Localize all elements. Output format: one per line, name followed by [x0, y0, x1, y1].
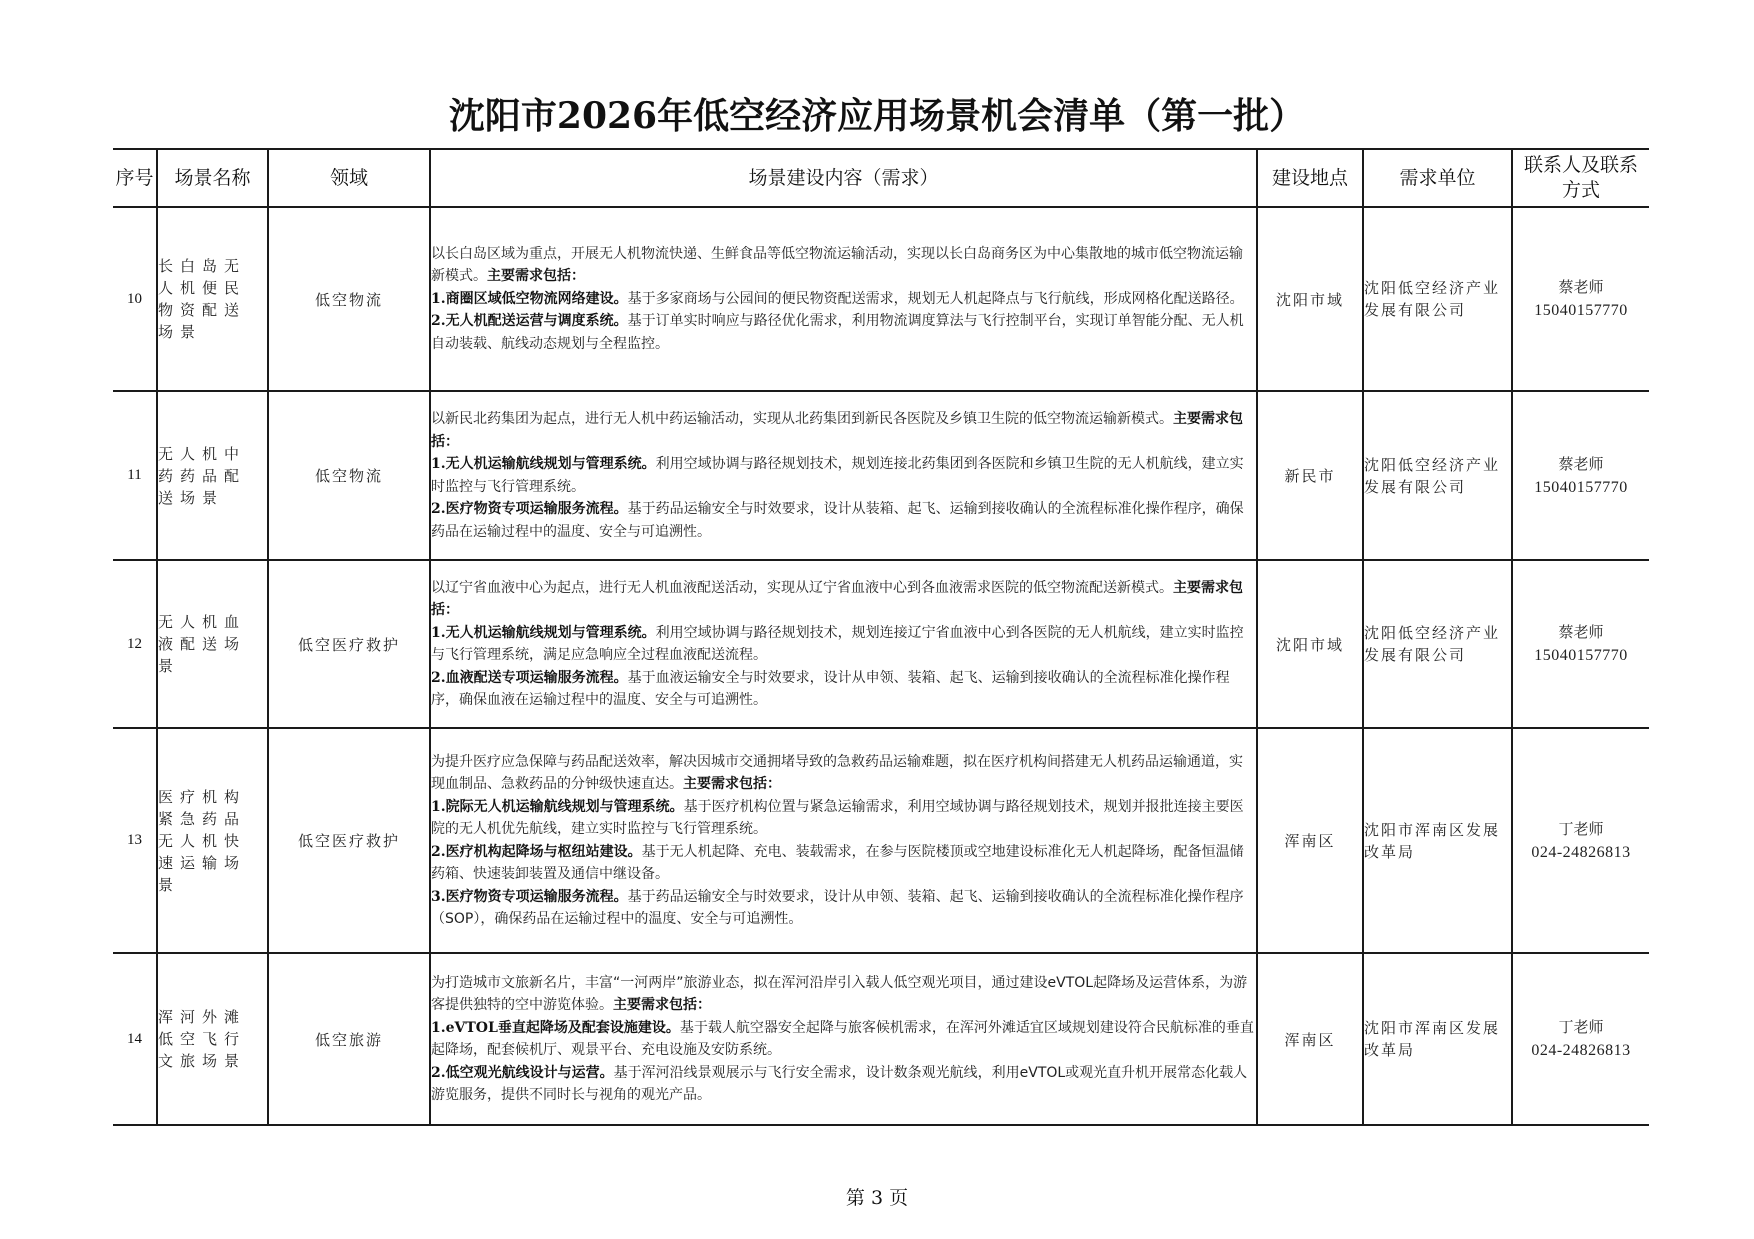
header-row [113, 149, 1649, 207]
need-text: 基于浑河沿线景观展示与飞行安全需求，设计数条观光航线，利用eVTOL或观光直升机开展常态化载人游览服务，提供不同时长与视角的观光产品。 [431, 1064, 1248, 1103]
need-text: 基于医疗机构位置与紧急运输需求，利用空域协调与路径规划技术，规划并报批连接主要医院的无人机优先航线，建立实时监控与飞行管理系统。 [431, 798, 1244, 837]
need-title: 1.无人机运输航线规划与管理系统。 [431, 456, 656, 472]
need-text: 基于多家商场与公园间的便民物资配送需求，规划无人机起降点与飞行航线，形成网格化配送路径。 [627, 290, 1244, 307]
need-text: 基于无人机起降、充电、装载需求，在参与医院楼顶或空地建设标准化无人机起降场，配备恒温储药箱、快速装卸装置及通信中继设备。 [431, 843, 1244, 882]
need-title: 2.血液配送专项运输服务流程。 [431, 669, 628, 686]
need-title: 1.商圈区域低空物流网络建设。 [431, 290, 628, 307]
need-text: 基于载人航空器安全起降与旅客候机需求，在浑河外滩适宜区域规划建设符合民航标准的垂直起降场，配套候机厅、观景平台、充电设施及安防系统。 [431, 1019, 1254, 1058]
need-text: 基于血液运输安全与时效要求，设计从申领、装箱、起飞、运输到接收确认的全流程标准化操作程序，确保血液在运输过程中的温度、安全与可追溯性。 [431, 669, 1230, 708]
header-name: 场景名称 [157, 149, 268, 207]
need-text: 利用空域协调与路径规划技术，规划连接辽宁省血液中心到各医院的无人机航线，建立实时监控与飞行管理系统，满足应急响应全过程血液配送流程。 [431, 624, 1244, 663]
header-field: 领域 [268, 149, 430, 207]
scenario-field: 低空物流 [268, 391, 430, 560]
need-title: 1.无人机运输航线规划与管理系统。 [431, 624, 656, 641]
need-item [431, 498, 1256, 543]
contact-phone: 024-24826813 [1531, 843, 1631, 861]
scenario-field: 低空医疗救护 [268, 728, 430, 953]
table-row [113, 560, 1649, 728]
content-intro: 以新民北药集团为起点，进行无人机中药运输活动，实现从北药集团到新民各医院及乡镇卫生院的低空物流运输新模式。 [431, 411, 1173, 427]
need-item [431, 796, 1256, 841]
need-item [431, 1017, 1256, 1062]
demand-unit: 沈阳低空经济产业发展有限公司 [1363, 207, 1512, 391]
content-intro: 以长白岛区域为重点，开展无人机物流快递、生鲜食品等低空物流运输活动，实现以长白岛商务区为中心集散地的城市低空物流运输新模式。 [431, 245, 1243, 285]
needs-label: 主要需求包括： [431, 411, 1243, 450]
scenario-name: 医疗机构紧急药品无人机快速运输场景 [157, 728, 268, 953]
need-item [431, 841, 1256, 886]
content-intro: 为打造城市文旅新名片，丰富“一河两岸”旅游业态，拟在浑河沿岸引入载人低空观光项目，通过建设eVTOL起降场及运营体系，为游客提供独特的空中游览体验。 [431, 974, 1248, 1013]
page-number: 第 3 页 [845, 1187, 909, 1209]
contact-info [1512, 560, 1649, 728]
demand-unit: 沈阳低空经济产业发展有限公司 [1363, 560, 1512, 728]
scenario-table [113, 148, 1649, 1126]
contact-phone: 024-24826813 [1531, 1042, 1631, 1059]
contact-info [1512, 953, 1649, 1125]
scenario-name: 浑河外滩低空飞行文旅场景 [157, 953, 268, 1125]
scenario-name: 长白岛无人机便民物资配送场景 [157, 207, 268, 391]
need-text: 利用空域协调与路径规划技术，规划连接北药集团到各医院和乡镇卫生院的无人机航线，建立实时监控与飞行管理系统。 [431, 456, 1244, 495]
contact-phone: 15040157770 [1534, 647, 1628, 664]
needs-label: 主要需求包括： [487, 268, 585, 285]
contact-info [1512, 207, 1649, 391]
need-title: 2.低空观光航线设计与运营。 [431, 1064, 614, 1081]
demand-unit: 沈阳市浑南区发展改革局 [1363, 953, 1512, 1125]
table-row [113, 953, 1649, 1125]
table-row [113, 391, 1649, 560]
need-title: 1.eVTOL垂直起降场及配套设施建设。 [431, 1019, 680, 1036]
scenario-name: 无人机血液配送场景 [157, 560, 268, 728]
build-location: 沈阳市域 [1257, 560, 1363, 728]
need-item [431, 886, 1256, 931]
scenario-content [430, 560, 1257, 728]
row-number: 13 [113, 728, 157, 953]
scenario-field: 低空物流 [268, 207, 430, 391]
row-number: 14 [113, 953, 157, 1125]
need-title: 1.院际无人机运输航线规划与管理系统。 [431, 798, 684, 815]
build-location: 浑南区 [1257, 953, 1363, 1125]
build-location: 新民市 [1257, 391, 1363, 560]
need-item [431, 310, 1256, 355]
header-location: 建设地点 [1257, 149, 1363, 207]
need-text: 基于药品运输安全与时效要求，设计从装箱、起飞、运输到接收确认的全流程标准化操作程序，确保药品在运输过程中的温度、安全与可追溯性。 [431, 501, 1244, 540]
need-item [431, 288, 1256, 311]
contact-name: 丁老师 [1558, 1018, 1604, 1036]
need-item [431, 622, 1256, 667]
table-row [113, 207, 1649, 391]
contact-info [1512, 728, 1649, 953]
content-intro: 以辽宁省血液中心为起点，进行无人机血液配送活动，实现从辽宁省血液中心到各血液需求医院的低空物流配送新模式。 [431, 579, 1173, 596]
need-title: 2.医疗物资专项运输服务流程。 [431, 501, 628, 517]
document-title: 沈阳市2026年低空经济应用场景机会清单（第一批） [448, 95, 1306, 137]
demand-unit: 沈阳低空经济产业发展有限公司 [1363, 391, 1512, 560]
table-row [113, 728, 1649, 953]
contact-name: 蔡老师 [1558, 623, 1604, 641]
contact-info [1512, 391, 1649, 560]
header-unit: 需求单位 [1363, 149, 1512, 207]
contact-phone: 15040157770 [1534, 478, 1628, 496]
scenario-name: 无人机中药药品配送场景 [157, 391, 268, 560]
row-number: 11 [113, 391, 157, 560]
contact-name: 蔡老师 [1558, 454, 1604, 473]
needs-label: 主要需求包括： [613, 997, 711, 1013]
scenario-field: 低空医疗救护 [268, 560, 430, 728]
header-no: 序号 [113, 149, 157, 207]
row-number: 12 [113, 560, 157, 728]
header-content: 场景建设内容（需求） [430, 149, 1257, 207]
contact-name: 丁老师 [1558, 819, 1604, 838]
scenario-content [430, 953, 1257, 1125]
need-item [431, 667, 1256, 712]
need-text: 基于订单实时响应与路径优化需求，利用物流调度算法与飞行控制平台，实现订单智能分配、无人机自动装载、航线动态规划与全程监控。 [431, 313, 1244, 352]
scenario-content [430, 728, 1257, 953]
need-title: 2.无人机配送运营与调度系统。 [431, 313, 628, 330]
contact-name: 蔡老师 [1558, 278, 1604, 296]
content-intro: 为提升医疗应急保障与药品配送效率，解决因城市交通拥堵导致的急救药品运输难题，拟在医疗机构间搭建无人机药品运输通道，实现血制品、急救药品的分钟级快速直达。 [431, 753, 1243, 792]
needs-label: 主要需求包括： [431, 579, 1243, 618]
need-title: 3.医疗物资专项运输服务流程。 [431, 888, 628, 905]
build-location: 浑南区 [1257, 728, 1363, 953]
scenario-field: 低空旅游 [268, 953, 430, 1125]
demand-unit: 沈阳市浑南区发展改革局 [1363, 728, 1512, 953]
need-item [431, 1062, 1256, 1107]
contact-phone: 15040157770 [1534, 302, 1628, 319]
needs-label: 主要需求包括： [683, 776, 781, 792]
build-location: 沈阳市域 [1257, 207, 1363, 391]
need-text: 基于药品运输安全与时效要求，设计从申领、装箱、起飞、运输到接收确认的全流程标准化操作程序（SOP），确保药品在运输过程中的温度、安全与可追溯性。 [431, 888, 1244, 927]
scenario-content [430, 391, 1257, 560]
header-contact: 联系人及联系方式 [1512, 149, 1649, 207]
scenario-content [430, 207, 1257, 391]
row-number: 10 [113, 207, 157, 391]
need-title: 2.医疗机构起降场与枢纽站建设。 [431, 843, 642, 860]
need-item [431, 453, 1256, 498]
